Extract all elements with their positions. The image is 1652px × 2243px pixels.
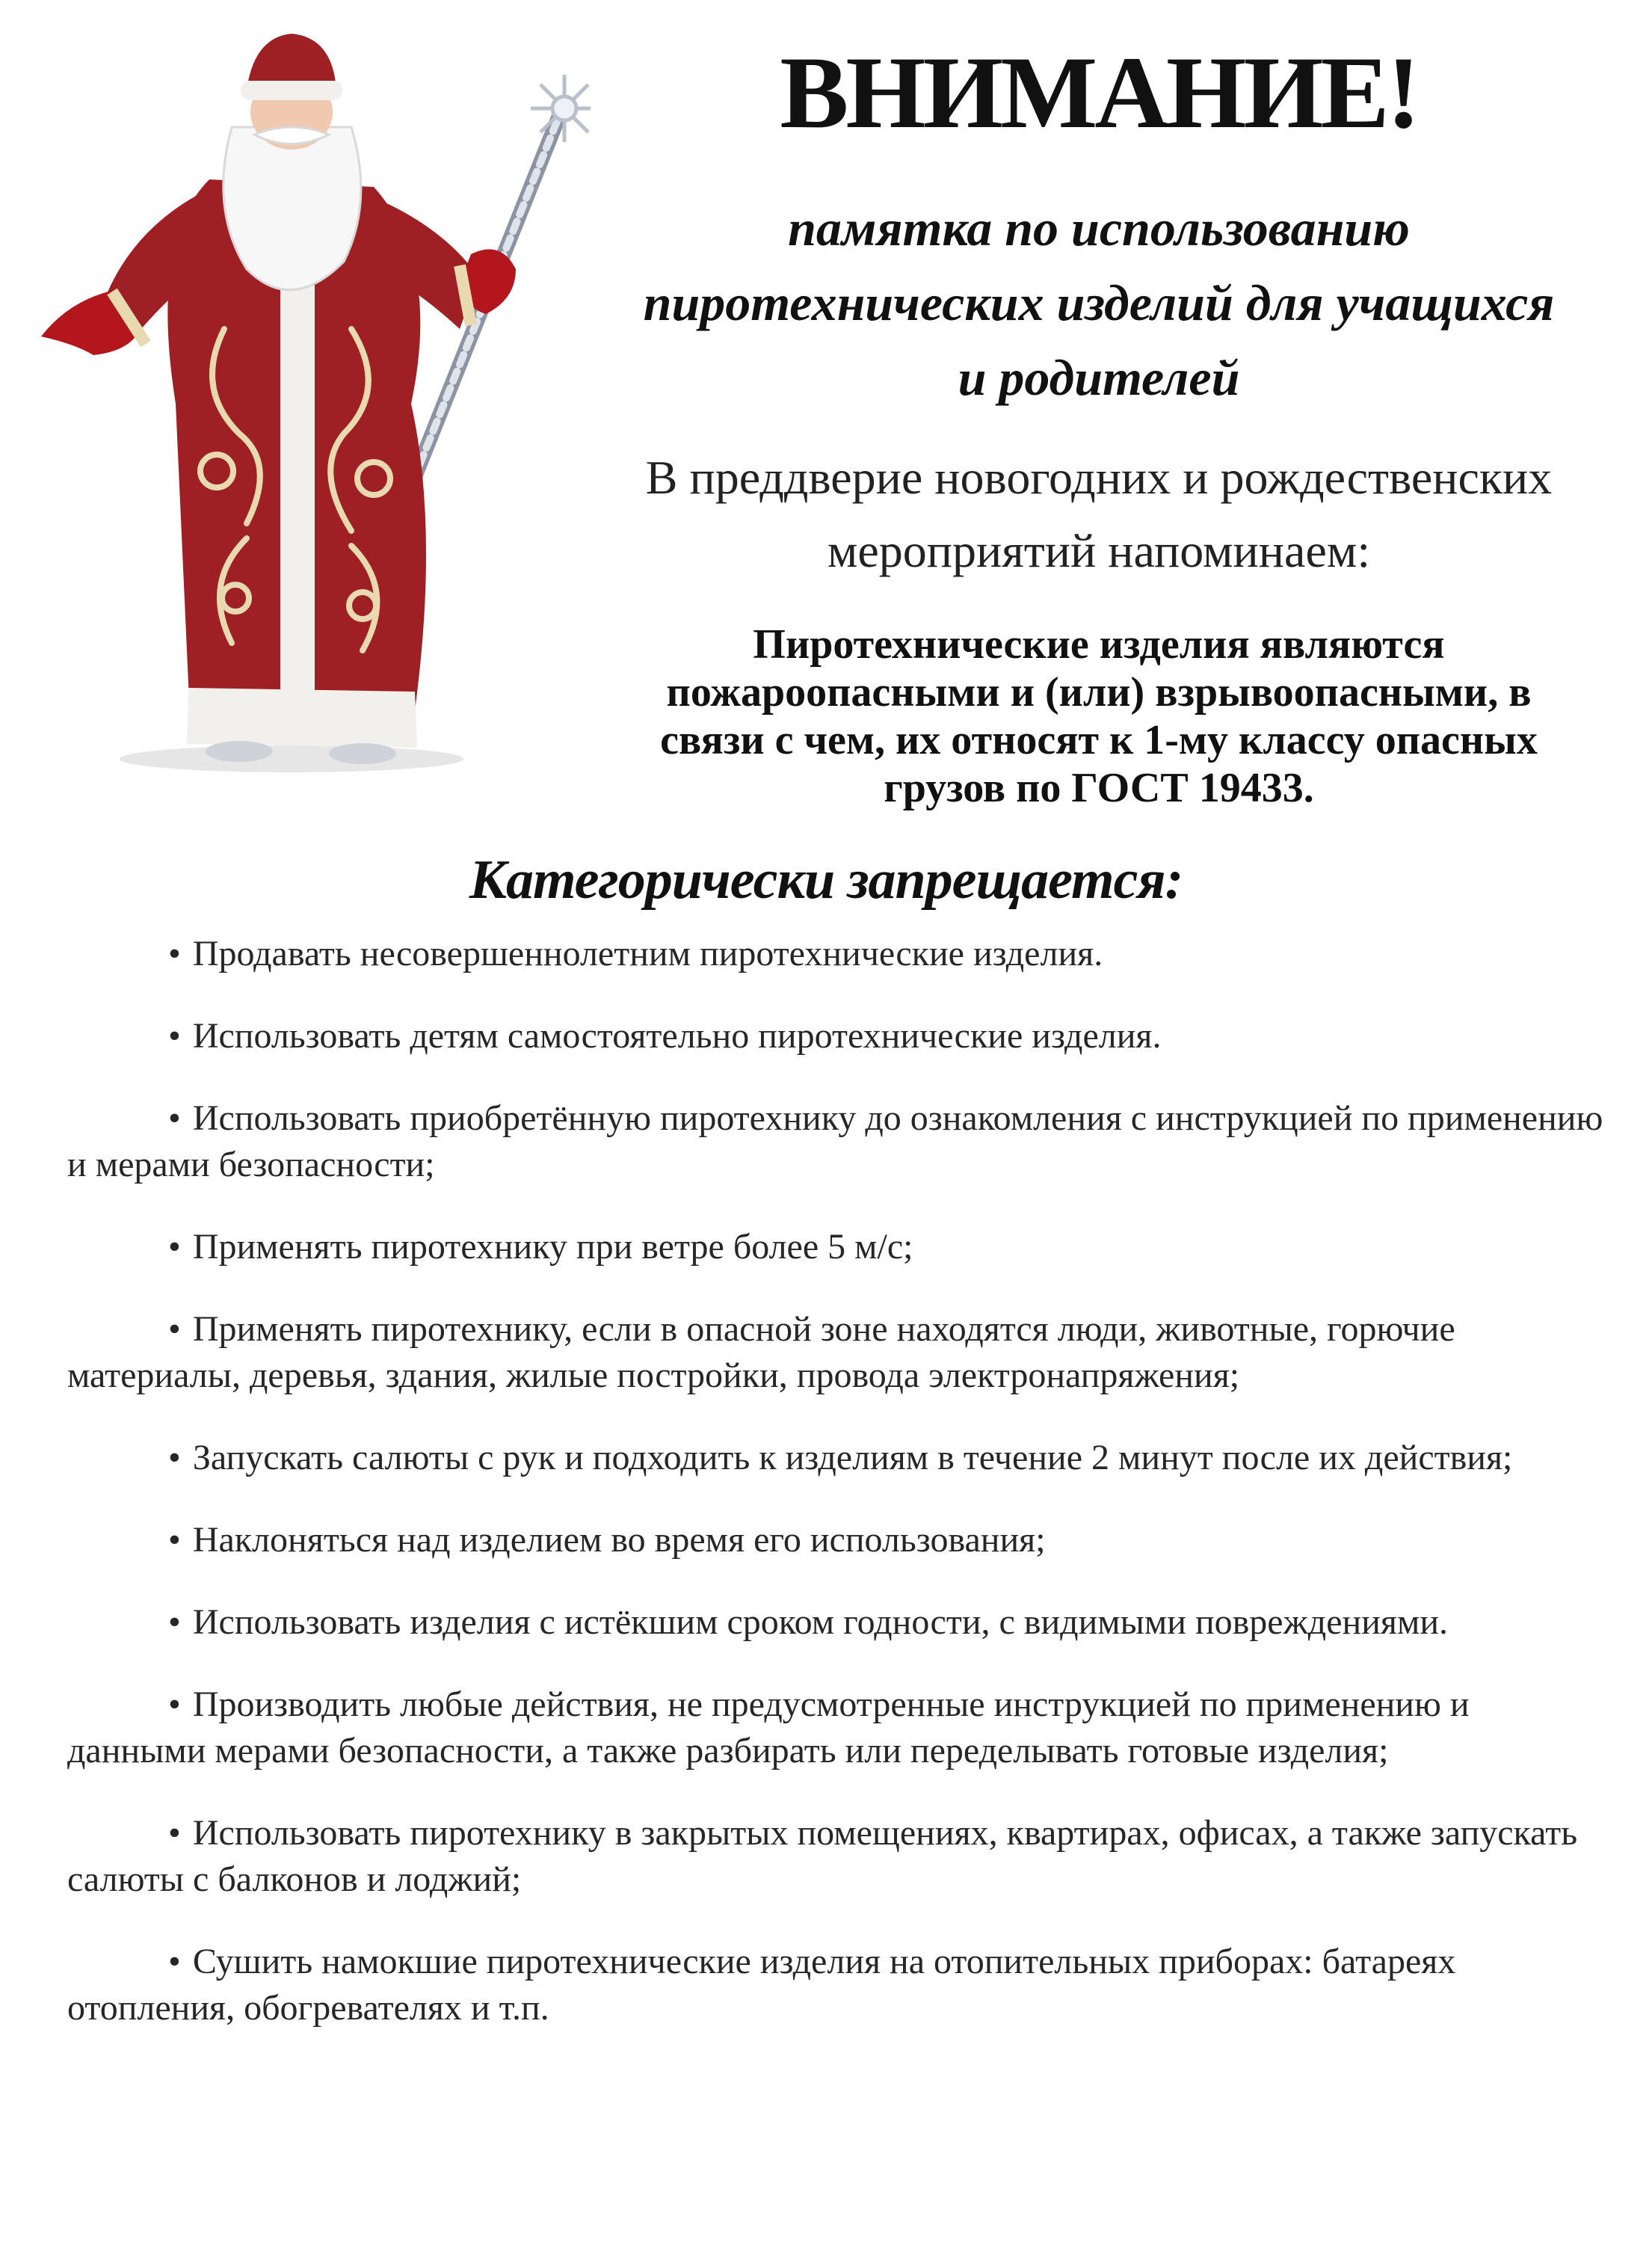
bullet-icon: •	[168, 934, 181, 973]
list-item-text: Производить любые действия, не предусмотренные инструкцией по применению и данными мерами безопасности, а также разбирать или переделывать готовые изделия;	[67, 1684, 1470, 1770]
bullet-icon: •	[168, 1684, 181, 1724]
prohibited-list	[67, 931, 1615, 2031]
list-item	[67, 1095, 1615, 1188]
list-item-text: Запускать салюты с рук и подходить к изделиям в течение 2 минут после их действия;	[192, 1438, 1513, 1477]
bullet-icon: •	[168, 1309, 181, 1349]
subtitle-line: памятка по использованию	[788, 200, 1410, 256]
warning-line: грузов по ГОСТ 19433.	[884, 765, 1314, 811]
list-item	[67, 1682, 1615, 1774]
bullet-icon: •	[168, 1227, 181, 1267]
list-item-text: Применять пиротехнику, если в опасной зоне находятся люди, животные, горючие материалы, деревья, здания, жилые постройки, провода электронапряжения;	[67, 1309, 1455, 1395]
warning-line: пожароопасными и (или) взрывоопасными, в	[666, 669, 1532, 716]
list-item-text: Наклоняться над изделием во время его использования;	[192, 1520, 1046, 1560]
santa-claus-icon	[41, 34, 591, 772]
warning-text	[605, 621, 1592, 812]
subtitle-line: пиротехнических изделий для учащихся	[643, 274, 1555, 331]
list-item-text: Использовать пиротехнику в закрытых помещениях, квартирах, офисах, а также запускать салюты с балконов и лоджий;	[67, 1813, 1578, 1899]
list-item-text: Продавать несовершеннолетним пиротехнические изделия.	[192, 934, 1103, 973]
subtitle	[598, 191, 1600, 415]
bullet-icon: •	[168, 1520, 181, 1560]
list-item	[67, 1306, 1615, 1399]
list-item-text: Использовать детям самостоятельно пиротехнические изделия.	[192, 1016, 1162, 1056]
bullet-icon: •	[168, 1098, 181, 1138]
intro-text	[598, 441, 1600, 588]
bullet-icon: •	[168, 1813, 181, 1853]
list-item	[67, 1013, 1615, 1059]
list-item-text: Использовать изделия с истёкшим сроком годности, с видимыми повреждениями.	[192, 1602, 1449, 1642]
prohibited-title: Категорически запрещается:	[469, 849, 1183, 911]
warning-line: связи с чем, их относят к 1-му классу опасных	[660, 717, 1538, 763]
list-item-text: Применять пиротехнику при ветре более 5 м/с;	[192, 1227, 913, 1267]
list-item-text: Использовать приобретённую пиротехнику до ознакомления с инструкцией по применению и мерами безопасности;	[67, 1098, 1603, 1184]
intro-line: мероприятий напоминаем:	[827, 524, 1371, 577]
subtitle-line: и родителей	[958, 349, 1240, 406]
intro-line: В преддверие новогодних и рождественских	[645, 451, 1553, 504]
list-item	[67, 1810, 1615, 1903]
list-item	[67, 1939, 1615, 2031]
bullet-icon: •	[168, 1016, 181, 1056]
list-item	[67, 1599, 1615, 1646]
ded-moroz-illustration	[22, 15, 591, 778]
list-item	[67, 1435, 1615, 1481]
list-item	[67, 1224, 1615, 1270]
bullet-icon: •	[168, 1602, 181, 1642]
warning-line: Пиротехнические изделия являются	[753, 621, 1445, 668]
list-item	[67, 1517, 1615, 1563]
list-item-text: Сушить намокшие пиротехнические изделия на отопительных приборах: батареях отопления, обогревателях и т.п.	[67, 1942, 1456, 2028]
list-item	[67, 931, 1615, 977]
page-title: ВНИМАНИЕ!	[780, 35, 1418, 150]
bullet-icon: •	[168, 1942, 181, 1981]
bullet-icon: •	[168, 1438, 181, 1477]
